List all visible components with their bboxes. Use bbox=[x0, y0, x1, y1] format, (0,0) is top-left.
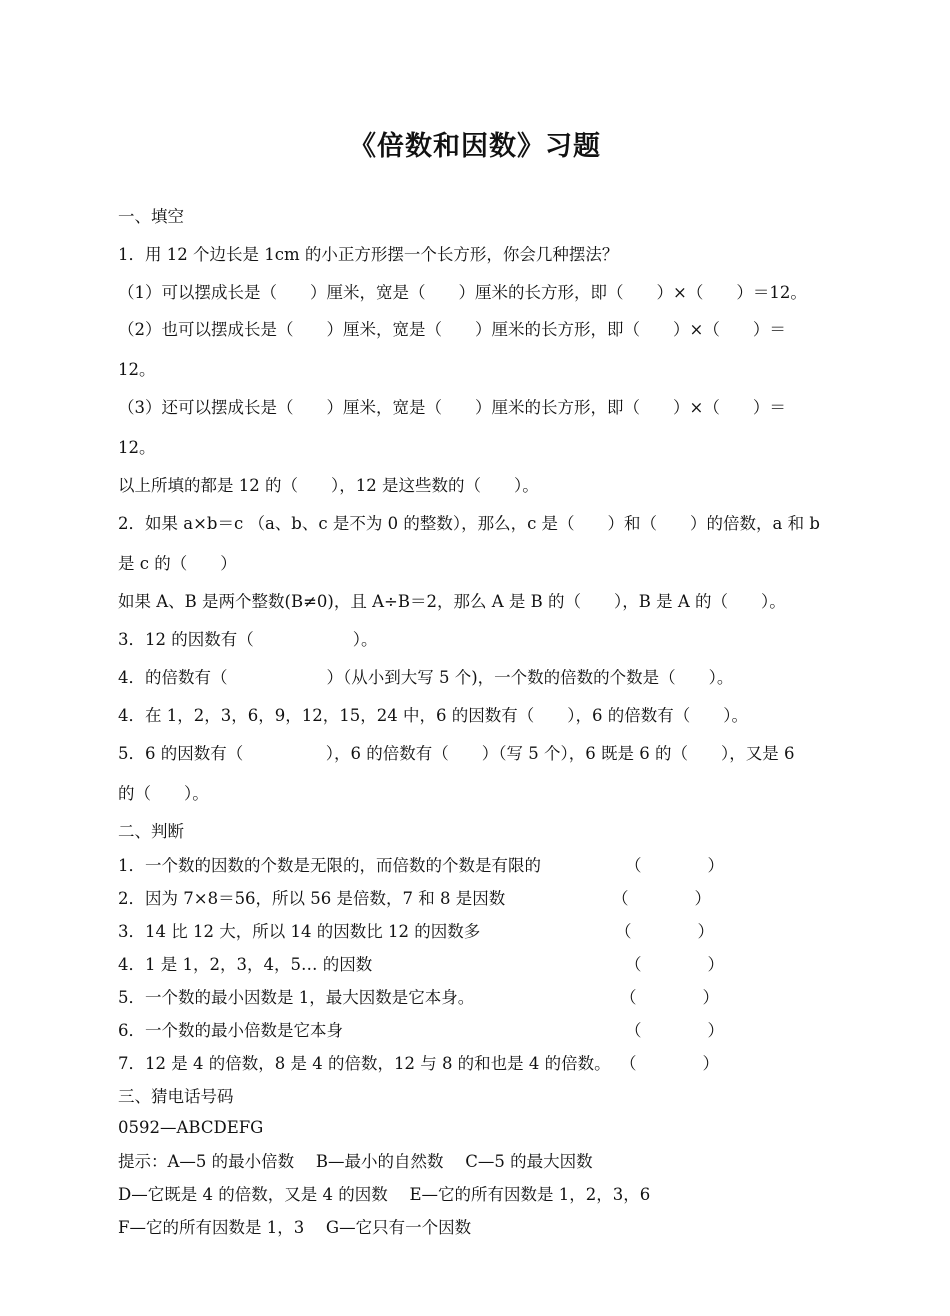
question-line: （1）可以摆成长是（ ）厘米，宽是（ ）厘米的长方形，即（ ）×（ ）＝12。 bbox=[118, 283, 807, 302]
judge-item: 3．14 比 12 大，所以 14 的因数比 12 的因数多 bbox=[118, 922, 481, 941]
judge-item: 2．因为 7×8＝56，所以 56 是倍数，7 和 8 是因数 bbox=[118, 889, 506, 908]
judge-item: 7．12 是 4 的倍数，8 是 4 的倍数，12 与 8 的和也是 4 的倍数。 bbox=[118, 1054, 611, 1073]
answer-bracket: （ ） bbox=[612, 889, 711, 908]
question-line: 4．的倍数有（ ）（从小到大写 5 个)，一个数的倍数的个数是（ ）。 bbox=[118, 668, 734, 687]
phone-pattern: 0592—ABCDEFG bbox=[118, 1118, 264, 1137]
judge-item: 5．一个数的最小因数是 1，最大因数是它本身。 bbox=[118, 988, 475, 1007]
hint-line: D—它既是 4 的倍数，又是 4 的因数 E—它的所有因数是 1，2，3，6 bbox=[118, 1185, 651, 1204]
answer-bracket: （ ） bbox=[615, 922, 714, 941]
question-line: 是 c 的（ ） bbox=[118, 554, 237, 573]
hint-line: 提示：A—5 的最小倍数 B—最小的自然数 C—5 的最大因数 bbox=[118, 1152, 593, 1171]
question-line: 12。 bbox=[118, 360, 156, 379]
question-line: 的（ ）。 bbox=[118, 784, 209, 803]
section-heading-judge: 二、判断 bbox=[118, 822, 184, 841]
question-line: 5．6 的因数有（ ），6 的倍数有（ ）（写 5 个），6 既是 6 的（ ），又是 6 bbox=[118, 744, 795, 763]
question-line: 1．用 12 个边长是 1cm 的小正方形摆一个长方形，你会几种摆法？ bbox=[118, 245, 619, 264]
question-line: （2）也可以摆成长是（ ）厘米，宽是（ ）厘米的长方形，即（ ）×（ ）＝ bbox=[118, 320, 786, 339]
section-heading-phone: 三、猜电话号码 bbox=[118, 1087, 234, 1106]
page-title: 《倍数和因数》习题 bbox=[349, 131, 601, 162]
question-line: 2．如果 a×b＝c （a、b、c 是不为 0 的整数），那么，c 是（ ）和（ ）的倍数，a 和 b bbox=[118, 514, 820, 533]
question-line: 3．12 的因数有（ ）。 bbox=[118, 630, 378, 649]
answer-bracket: （ ） bbox=[625, 955, 724, 974]
answer-bracket: （ ） bbox=[625, 1021, 724, 1040]
section-heading-fill: 一、填空 bbox=[118, 207, 184, 226]
judge-item: 4．1 是 1，2，3，4，5… 的因数 bbox=[118, 955, 373, 974]
answer-bracket: （ ） bbox=[625, 856, 724, 875]
question-line: 4．在 1，2，3，6，9，12，15，24 中，6 的因数有（ ），6 的倍数有（ ）。 bbox=[118, 706, 748, 725]
question-line: （3）还可以摆成长是（ ）厘米，宽是（ ）厘米的长方形，即（ ）×（ ）＝ bbox=[118, 398, 786, 417]
hint-line: F—它的所有因数是 1，3 G—它只有一个因数 bbox=[118, 1218, 472, 1237]
question-line: 以上所填的都是 12 的（ ），12 是这些数的（ ）。 bbox=[118, 476, 539, 495]
question-line: 12。 bbox=[118, 438, 156, 457]
answer-bracket: （ ） bbox=[620, 1054, 719, 1073]
question-line: 如果 A、B 是两个整数(B≠0)，且 A÷B＝2，那么 A 是 B 的（ ），B 是 A 的（ ）。 bbox=[118, 592, 786, 611]
judge-item: 1．一个数的因数的个数是无限的，而倍数的个数是有限的 bbox=[118, 856, 541, 875]
judge-item: 6．一个数的最小倍数是它本身 bbox=[118, 1021, 343, 1040]
answer-bracket: （ ） bbox=[620, 988, 719, 1007]
